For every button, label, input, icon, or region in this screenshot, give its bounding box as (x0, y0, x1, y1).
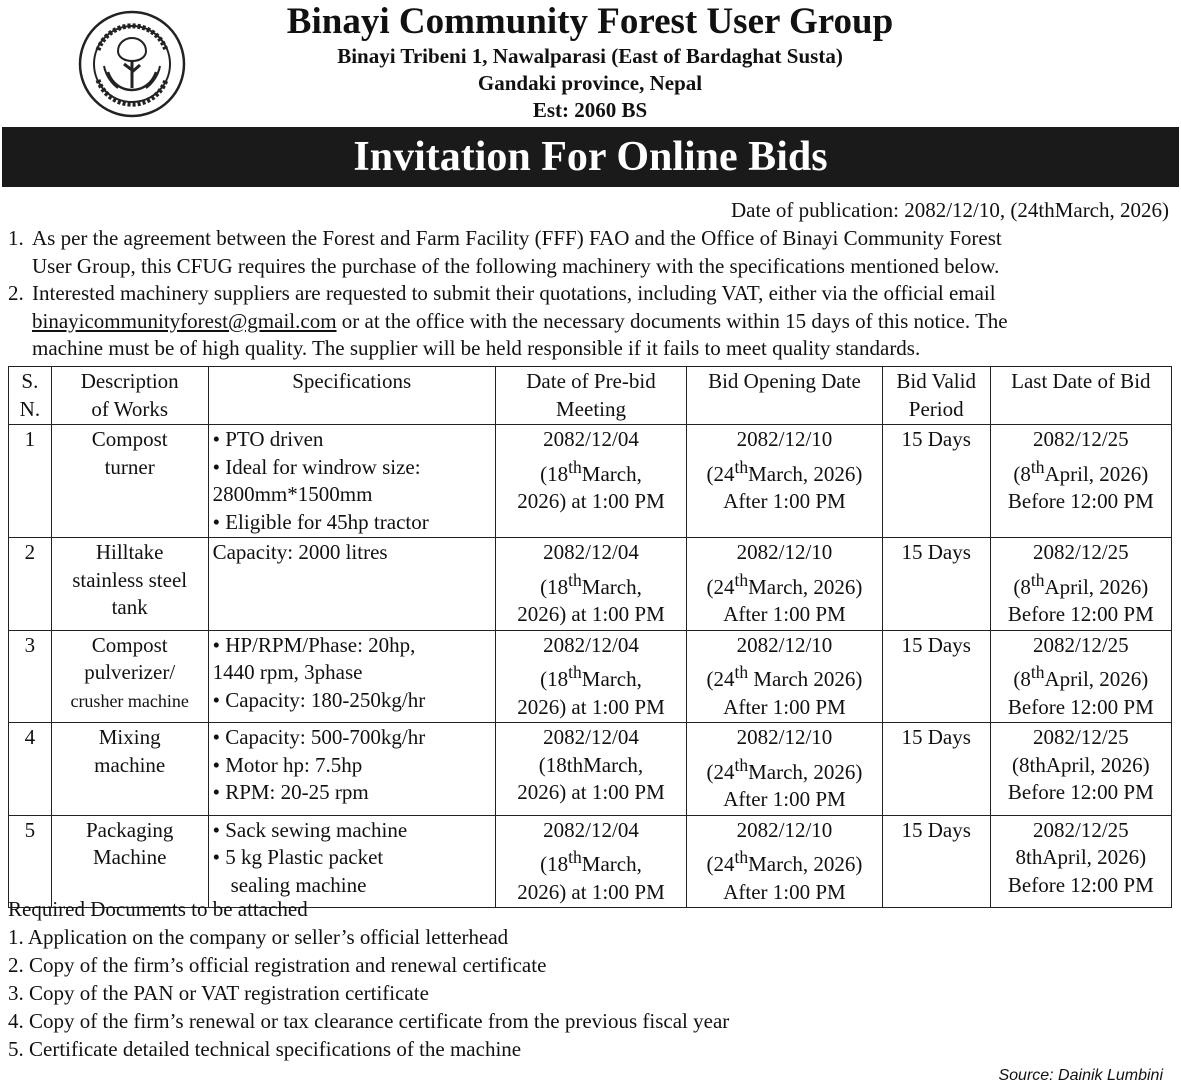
organization-seal-icon (78, 10, 186, 118)
last-date-of-bid: 2082/12/25 (8thApril, 2026) Before 12:00 PM (990, 538, 1171, 631)
bid-opening-date: 2082/12/10 (24th March 2026) After 1:00 PM (687, 630, 883, 723)
paragraph-text: or at the office with the necessary documents within 15 days of this notice. The (336, 308, 1008, 333)
table-row (9, 815, 1172, 908)
header-last-date-of-bid: Last Date of Bid (990, 367, 1171, 425)
list-item: 4. Copy of the firm’s renewal or tax clearance certificate from the previous fiscal year (8, 1009, 730, 1033)
prebid-meeting-date: 2082/12/04 (18thMarch, 2026) at 1:00 PM (495, 538, 686, 631)
specifications: • Sack sewing machine • 5 kg Plastic packet sealing machine (208, 815, 495, 908)
bid-items-table (8, 366, 1172, 908)
list-item: 3. Copy of the PAN or VAT registration certificate (8, 981, 429, 1005)
specifications: Capacity: 2000 litres (208, 538, 495, 631)
last-date-of-bid: 2082/12/25 (8thApril, 2026) Before 12:00 PM (990, 425, 1171, 538)
header-description: Description of Works (51, 367, 208, 425)
serial-number: 2 (9, 538, 52, 631)
header-bid-valid-period: Bid Valid Period (882, 367, 990, 425)
specifications: • HP/RPM/Phase: 20hp, 1440 rpm, 3phase • Capacity: 180-250kg/hr (208, 630, 495, 723)
bid-valid-period: 15 Days (882, 425, 990, 538)
work-description: Packaging Machine (51, 815, 208, 908)
list-item: 1. Application on the company or seller’s official letterhead (8, 925, 509, 949)
bid-valid-period: 15 Days (882, 815, 990, 908)
table-row (9, 425, 1172, 538)
notice-title-banner: Invitation For Online Bids (2, 127, 1179, 187)
list-item: 2. Copy of the firm’s official registration and renewal certificate (8, 953, 547, 977)
contact-email-link[interactable]: binayicommunityforest@gmail.com (32, 308, 337, 333)
work-description: Mixing machine (51, 723, 208, 816)
prebid-meeting-date: 2082/12/04 (18thMarch, 2026) at 1:00 PM (495, 425, 686, 538)
paragraph-text: User Group, this CFUG requires the purchase of the following machinery with the specifications mentioned below. (32, 253, 1000, 278)
publication-date: Date of publication: 2082/12/10, (24thMarch, 2026) (731, 198, 1169, 222)
paragraph-number: 2. (8, 281, 24, 305)
header-serial-number: S. N. (9, 367, 52, 425)
source-credit: Source: Dainik Lumbini (998, 1067, 1163, 1084)
work-description: Compost turner (51, 425, 208, 538)
established-year: Est: 2060 BS (532, 98, 648, 122)
last-date-of-bid: 2082/12/25 (8thApril, 2026) Before 12:00 PM (990, 630, 1171, 723)
specifications: • Capacity: 500-700kg/hr • Motor hp: 7.5hp • RPM: 20-25 rpm (208, 723, 495, 816)
table-row (9, 538, 1172, 631)
serial-number: 5 (9, 815, 52, 908)
paragraph-2 (8, 280, 1170, 363)
list-item: 5. Certificate detailed technical specifications of the machine (8, 1037, 522, 1061)
prebid-meeting-date: 2082/12/04 (18thMarch, 2026) at 1:00 PM (495, 723, 686, 816)
bid-opening-date: 2082/12/10 (24thMarch, 2026) After 1:00 PM (687, 425, 883, 538)
prebid-meeting-date: 2082/12/04 (18thMarch, 2026) at 1:00 PM (495, 815, 686, 908)
serial-number: 4 (9, 723, 52, 816)
bid-opening-date: 2082/12/10 (24thMarch, 2026) After 1:00 PM (687, 723, 883, 816)
serial-number: 3 (9, 630, 52, 723)
header-prebid-meeting: Date of Pre-bid Meeting (495, 367, 686, 425)
bid-valid-period: 15 Days (882, 538, 990, 631)
header-specifications: Specifications (208, 367, 495, 425)
notice-header (0, 0, 1181, 126)
paragraph-number: 1. (8, 226, 24, 250)
prebid-meeting-date: 2082/12/04 (18thMarch, 2026) at 1:00 PM (495, 630, 686, 723)
bid-valid-period: 15 Days (882, 630, 990, 723)
serial-number: 1 (9, 425, 52, 538)
required-documents (8, 895, 1168, 1063)
specifications: • PTO driven • Ideal for windrow size: 2800mm*1500mm • Eligible for 45hp tractor (208, 425, 495, 538)
paragraph-text: As per the agreement between the Forest and Farm Facility (FFF) FAO and the Office of Binayi Community Forest (32, 226, 1002, 250)
required-documents-title: Required Documents to be attached (8, 897, 308, 921)
address-line-2: Gandaki province, Nepal (477, 71, 703, 95)
table-header-row (9, 367, 1172, 425)
bid-valid-period: 15 Days (882, 723, 990, 816)
table-row (9, 723, 1172, 816)
address-line-1: Binayi Tribeni 1, Nawalparasi (East of Bardaghat Susta) (337, 44, 843, 68)
organization-name: Binayi Community Forest User Group (286, 1, 894, 42)
bid-opening-date: 2082/12/10 (24thMarch, 2026) After 1:00 PM (687, 538, 883, 631)
work-description: Compost pulverizer/ crusher machine (51, 630, 208, 723)
bid-opening-date: 2082/12/10 (24thMarch, 2026) After 1:00 PM (687, 815, 883, 908)
paragraph-1 (8, 225, 1170, 280)
header-bid-opening-date: Bid Opening Date (687, 367, 883, 425)
paragraph-text: Interested machinery suppliers are requested to submit their quotations, including VAT, either via the official email (32, 281, 996, 305)
paragraph-text: machine must be of high quality. The supplier will be held responsible if it fails to meet quality standards. (32, 336, 921, 360)
table-row (9, 630, 1172, 723)
work-description: Hilltake stainless steel tank (51, 538, 208, 631)
last-date-of-bid: 2082/12/25 8thApril, 2026) Before 12:00 PM (990, 815, 1171, 908)
last-date-of-bid: 2082/12/25 (8thApril, 2026) Before 12:00 PM (990, 723, 1171, 816)
